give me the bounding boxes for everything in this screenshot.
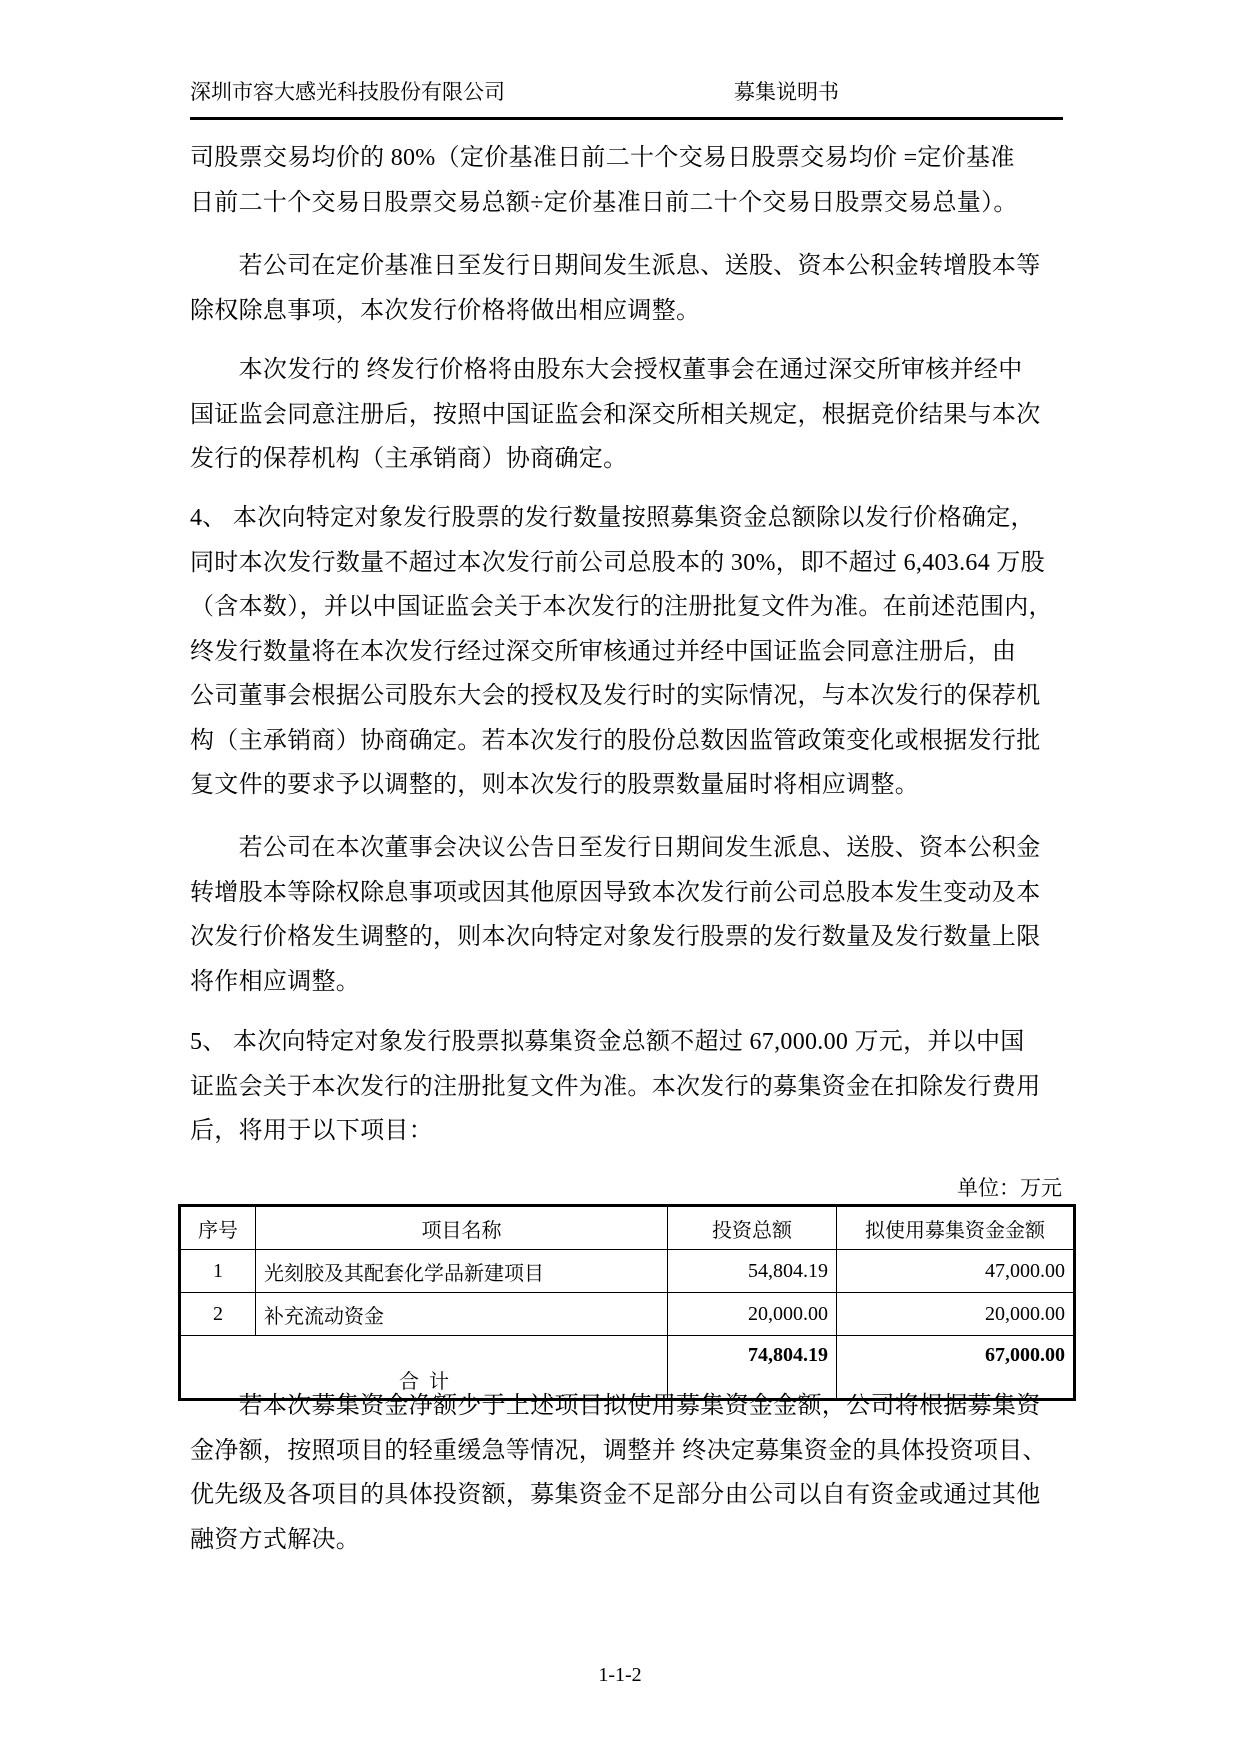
cell-total-investment: 74,804.19 (668, 1336, 837, 1400)
cell-total-investment: 20,000.00 (668, 1293, 837, 1336)
cell-total-investment: 54,804.19 (668, 1250, 837, 1293)
col-header-total-investment: 投资总额 (668, 1206, 837, 1250)
text-line: 金净额，按照项目的轻重缓急等情况，调整并 终决定募集资金的具体投资项目、 (190, 1437, 1047, 1464)
text-line: 构（主承销商）协商确定。若本次发行的股份总数因监管政策变化或根据发行批 (190, 727, 1041, 754)
cell-total-label: 合 计 (180, 1336, 668, 1400)
paragraph-pricing-definition (190, 136, 1070, 225)
cell-project-name: 补充流动资金 (256, 1293, 668, 1336)
cell-raised-funds: 47,000.00 (837, 1250, 1075, 1293)
text-line: 本次发行的 终发行价格将由股东大会授权董事会在通过深交所审核并经中 (190, 357, 1023, 383)
text-line: 次发行价格发生调整的，则本次向特定对象发行股票的发行数量及发行数量上限 (190, 924, 1041, 950)
text-line: 5、 本次向特定对象发行股票拟募集资金总额不超过 67,000.00 万元，并以中国 (190, 1029, 1025, 1055)
text-line: 若公司在本次董事会决议公告日至发行日期间发生派息、送股、资本公积金 (190, 835, 1041, 861)
paragraph-price-adjustment (190, 244, 1070, 333)
col-header-index: 序号 (180, 1206, 256, 1250)
paragraph-final-price (190, 348, 1070, 482)
table-unit-label: 单位：万元 (957, 1176, 1062, 1200)
paragraph-item-4-issue-quantity (190, 496, 1070, 808)
text-line: 除权除息事项，本次发行价格将做出相应调整。 (190, 297, 701, 324)
table-header-row (180, 1206, 1075, 1250)
text-line: 同时本次发行数量不超过本次发行前公司总股本的 30%，即不超过 6,403.64 万股 (190, 549, 1045, 576)
cell-raised-funds: 20,000.00 (837, 1293, 1075, 1336)
col-header-project-name: 项目名称 (256, 1206, 668, 1250)
cell-index: 1 (180, 1250, 256, 1293)
text-line: 日前二十个交易日股票交易总额÷定价基准日前二十个交易日股票交易总量）。 (190, 189, 1018, 216)
text-line: 证监会关于本次发行的注册批复文件为准。本次发行的募集资金在扣除发行费用 (190, 1073, 1041, 1100)
header-doc-title: 募集说明书 (734, 80, 839, 104)
text-line: 国证监会同意注册后，按照中国证监会和深交所相关规定，根据竞价结果与本次 (190, 401, 1041, 428)
text-line: 终发行数量将在本次发行经过深交所审核通过并经中国证监会同意注册后，由 (190, 638, 1017, 665)
cell-project-name: 光刻胶及其配套化学品新建项目 (256, 1250, 668, 1293)
text-line: 发行的保荐机构（主承销商）协商确定。 (190, 446, 628, 472)
cell-index: 2 (180, 1293, 256, 1336)
text-line: 若公司在定价基准日至发行日期间发生派息、送股、资本公积金转增股本等 (190, 253, 1041, 279)
col-header-raised-funds: 拟使用募集资金金额 (837, 1206, 1075, 1250)
header-rule (190, 117, 1063, 120)
fund-use-table (178, 1204, 1076, 1401)
table-row (180, 1250, 1075, 1293)
table-row (180, 1293, 1075, 1336)
paragraph-quantity-adjustment (190, 826, 1070, 1004)
text-line: （含本数），并以中国证监会关于本次发行的注册批复文件为准。在前述范围内， (190, 594, 1053, 620)
text-line: 后，将用于以下项目： (190, 1118, 433, 1144)
text-line: 将作相应调整。 (190, 968, 361, 995)
text-line: 融资方式解决。 (190, 1526, 361, 1553)
paragraph-shortfall-handling (190, 1384, 1070, 1562)
text-line: 司股票交易均价的 80%（定价基准日前二十个交易日股票交易均价 =定价基准 (190, 145, 1015, 171)
text-line: 转增股本等除权除息事项或因其他原因导致本次发行前公司总股本发生变动及本 (190, 879, 1041, 906)
paragraph-item-5-fund-raising (190, 1020, 1070, 1154)
text-line: 4、 本次向特定对象发行股票的发行数量按照募集资金总额除以发行价格确定， (190, 505, 1035, 531)
page-number: 1-1-2 (598, 1664, 642, 1686)
text-line: 优先级及各项目的具体投资额，募集资金不足部分由公司以自有资金或通过其他 (190, 1482, 1041, 1508)
text-line: 若本次募集资金净额少于上述项目拟使用募集资金金额，公司将根据募集资 (190, 1393, 1041, 1419)
text-line: 公司董事会根据公司股东大会的授权及发行时的实际情况，与本次发行的保荐机 (190, 683, 1041, 709)
header-company: 深圳市容大感光科技股份有限公司 (190, 80, 505, 104)
text-line: 复文件的要求予以调整的，则本次发行的股票数量届时将相应调整。 (190, 772, 919, 798)
cell-total-raised-funds: 67,000.00 (837, 1336, 1075, 1400)
